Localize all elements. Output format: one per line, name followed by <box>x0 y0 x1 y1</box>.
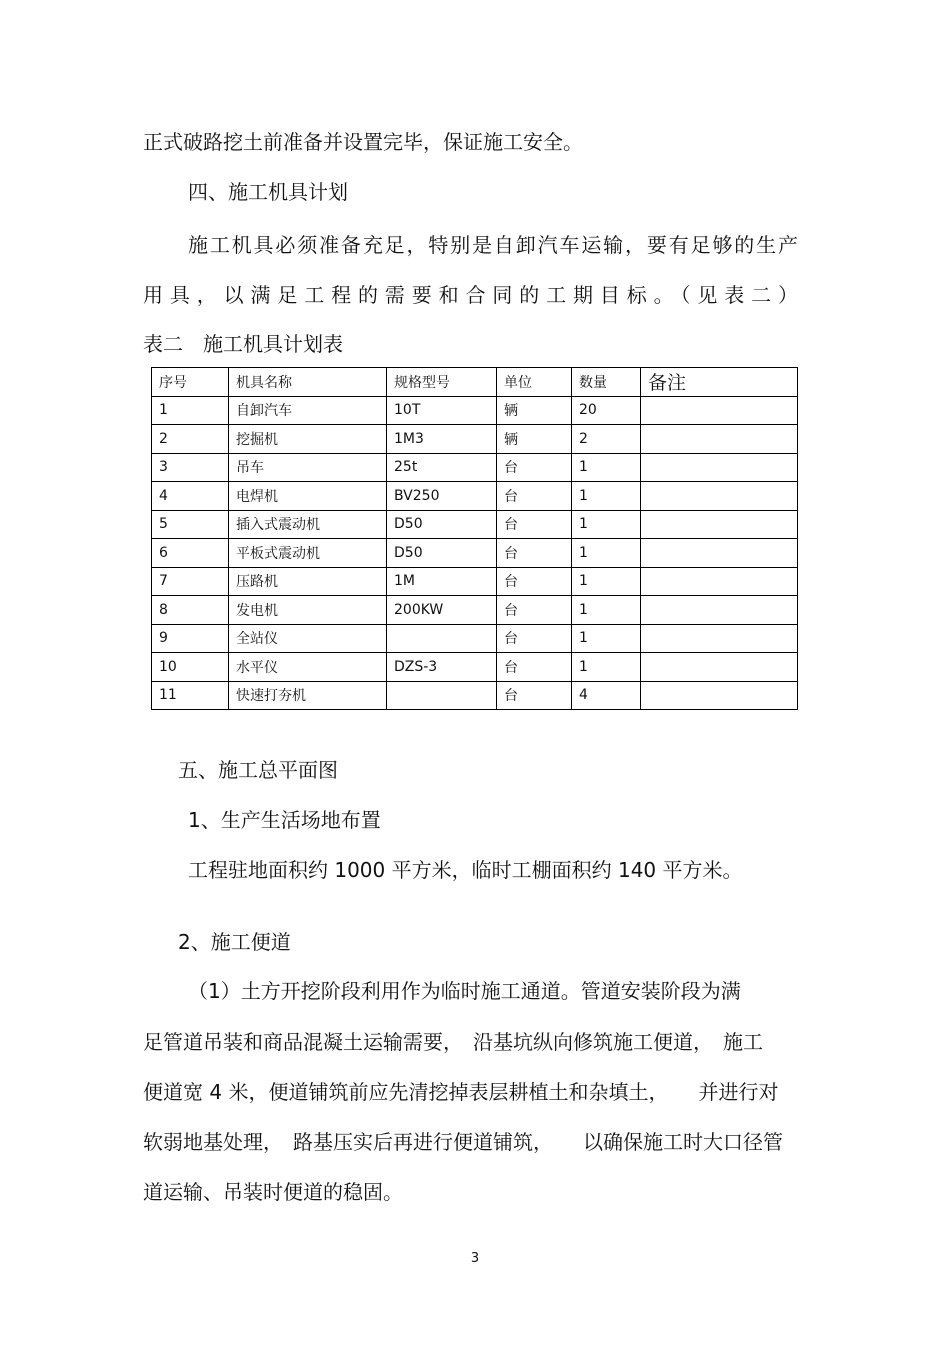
table-row <box>152 653 798 682</box>
table-cell: 1 <box>572 482 641 511</box>
table-cell: 台 <box>497 653 572 682</box>
section-heading: 五、施工总平面图 <box>178 758 338 782</box>
table-cell <box>641 396 798 425</box>
table-cell <box>641 653 798 682</box>
header-cell: 序号 <box>152 368 229 397</box>
table-cell <box>641 453 798 482</box>
table-cell: 9 <box>152 624 229 653</box>
table-cell <box>641 482 798 511</box>
table-cell: 自卸汽车 <box>229 396 387 425</box>
table-cell: 挖掘机 <box>229 425 387 454</box>
header-cell: 机具名称 <box>229 368 387 397</box>
table-cell: 1 <box>572 567 641 596</box>
table-cell <box>387 624 497 653</box>
header-cell: 备注 <box>641 368 798 397</box>
table-cell: 台 <box>497 510 572 539</box>
table-title: 表二 施工机具计划表 <box>143 332 343 356</box>
table-cell: 台 <box>497 681 572 710</box>
table-cell: 平板式震动机 <box>229 539 387 568</box>
table-row <box>152 396 798 425</box>
subsection-heading: 1、生产生活场地布置 <box>188 808 381 832</box>
table-cell: 压路机 <box>229 567 387 596</box>
table-row <box>152 482 798 511</box>
subsection-heading: 2、施工便道 <box>178 930 291 954</box>
table-cell: 10T <box>387 396 497 425</box>
table-header-row <box>152 368 798 397</box>
table-cell: 8 <box>152 596 229 625</box>
table-cell: 1 <box>572 653 641 682</box>
table-cell <box>641 510 798 539</box>
table-cell <box>641 567 798 596</box>
paragraph-text: 道运输、吊装时便道的稳固。 <box>143 1180 403 1204</box>
table-cell: 插入式震动机 <box>229 510 387 539</box>
header-cell: 单位 <box>497 368 572 397</box>
table-row <box>152 510 798 539</box>
table-cell: 1 <box>572 624 641 653</box>
table-cell: 1 <box>572 539 641 568</box>
table-cell: 全站仪 <box>229 624 387 653</box>
table-cell: 台 <box>497 453 572 482</box>
table-cell: 电焊机 <box>229 482 387 511</box>
table-row <box>152 453 798 482</box>
table-cell: DZS-3 <box>387 653 497 682</box>
table-row <box>152 539 798 568</box>
table-cell: 5 <box>152 510 229 539</box>
table-cell: 4 <box>572 681 641 710</box>
table-cell: D50 <box>387 539 497 568</box>
table-cell: 台 <box>497 596 572 625</box>
section-heading: 四、施工机具计划 <box>188 180 348 204</box>
table-cell: 1M3 <box>387 425 497 454</box>
table-cell: 3 <box>152 453 229 482</box>
paragraph-text: 用具，以满足工程的需要和合同的工期目标。（见表二） <box>143 283 798 307</box>
table-cell: 1 <box>572 453 641 482</box>
table-cell <box>641 681 798 710</box>
table-cell: 7 <box>152 567 229 596</box>
table-cell: 20 <box>572 396 641 425</box>
table-cell <box>641 596 798 625</box>
table-cell: 25t <box>387 453 497 482</box>
table-cell: 6 <box>152 539 229 568</box>
table-cell: 吊车 <box>229 453 387 482</box>
paragraph-text: 便道宽 4 米，便道铺筑前应先清挖掉表层耕植土和杂填土， 并进行对 <box>143 1080 779 1104</box>
table-cell: 10 <box>152 653 229 682</box>
table-row <box>152 567 798 596</box>
table-cell: 台 <box>497 539 572 568</box>
table-cell: 2 <box>152 425 229 454</box>
equipment-table <box>151 367 798 710</box>
paragraph-text: （1）土方开挖阶段利用作为临时施工通道。管道安装阶段为满 <box>188 979 741 1003</box>
table-cell <box>641 539 798 568</box>
paragraph-text: 软弱地基处理， 路基压实后再进行便道铺筑， 以确保施工时大口径管 <box>143 1130 783 1154</box>
table-cell: 台 <box>497 567 572 596</box>
paragraph-text: 工程驻地面积约 1000 平方米，临时工棚面积约 140 平方米。 <box>188 858 743 882</box>
table-cell: 1M <box>387 567 497 596</box>
table-cell: 辆 <box>497 425 572 454</box>
table-cell <box>387 681 497 710</box>
table-cell: 发电机 <box>229 596 387 625</box>
header-cell: 数量 <box>572 368 641 397</box>
table-cell <box>641 425 798 454</box>
table-cell: 快速打夯机 <box>229 681 387 710</box>
table-cell: 台 <box>497 624 572 653</box>
paragraph-text: 足管道吊装和商品混凝土运输需要， 沿基坑纵向修筑施工便道， 施工 <box>143 1030 763 1054</box>
table-cell: 4 <box>152 482 229 511</box>
table-row <box>152 624 798 653</box>
table-row <box>152 596 798 625</box>
table-cell: 辆 <box>497 396 572 425</box>
table-cell: 1 <box>572 596 641 625</box>
table-cell: 1 <box>152 396 229 425</box>
table-cell: 200KW <box>387 596 497 625</box>
header-cell: 规格型号 <box>387 368 497 397</box>
table-row <box>152 681 798 710</box>
table-cell: 水平仪 <box>229 653 387 682</box>
table-cell: 2 <box>572 425 641 454</box>
table-cell <box>641 624 798 653</box>
page-number: 3 <box>470 1251 480 1266</box>
table-row <box>152 425 798 454</box>
table-cell: D50 <box>387 510 497 539</box>
table-cell: 1 <box>572 510 641 539</box>
table-cell: BV250 <box>387 482 497 511</box>
table-cell: 台 <box>497 482 572 511</box>
paragraph-text: 正式破路挖土前准备并设置完毕，保证施工安全。 <box>143 130 583 154</box>
paragraph-text: 施工机具必须准备充足，特别是自卸汽车运输，要有足够的生产 <box>188 233 798 257</box>
table-cell: 11 <box>152 681 229 710</box>
